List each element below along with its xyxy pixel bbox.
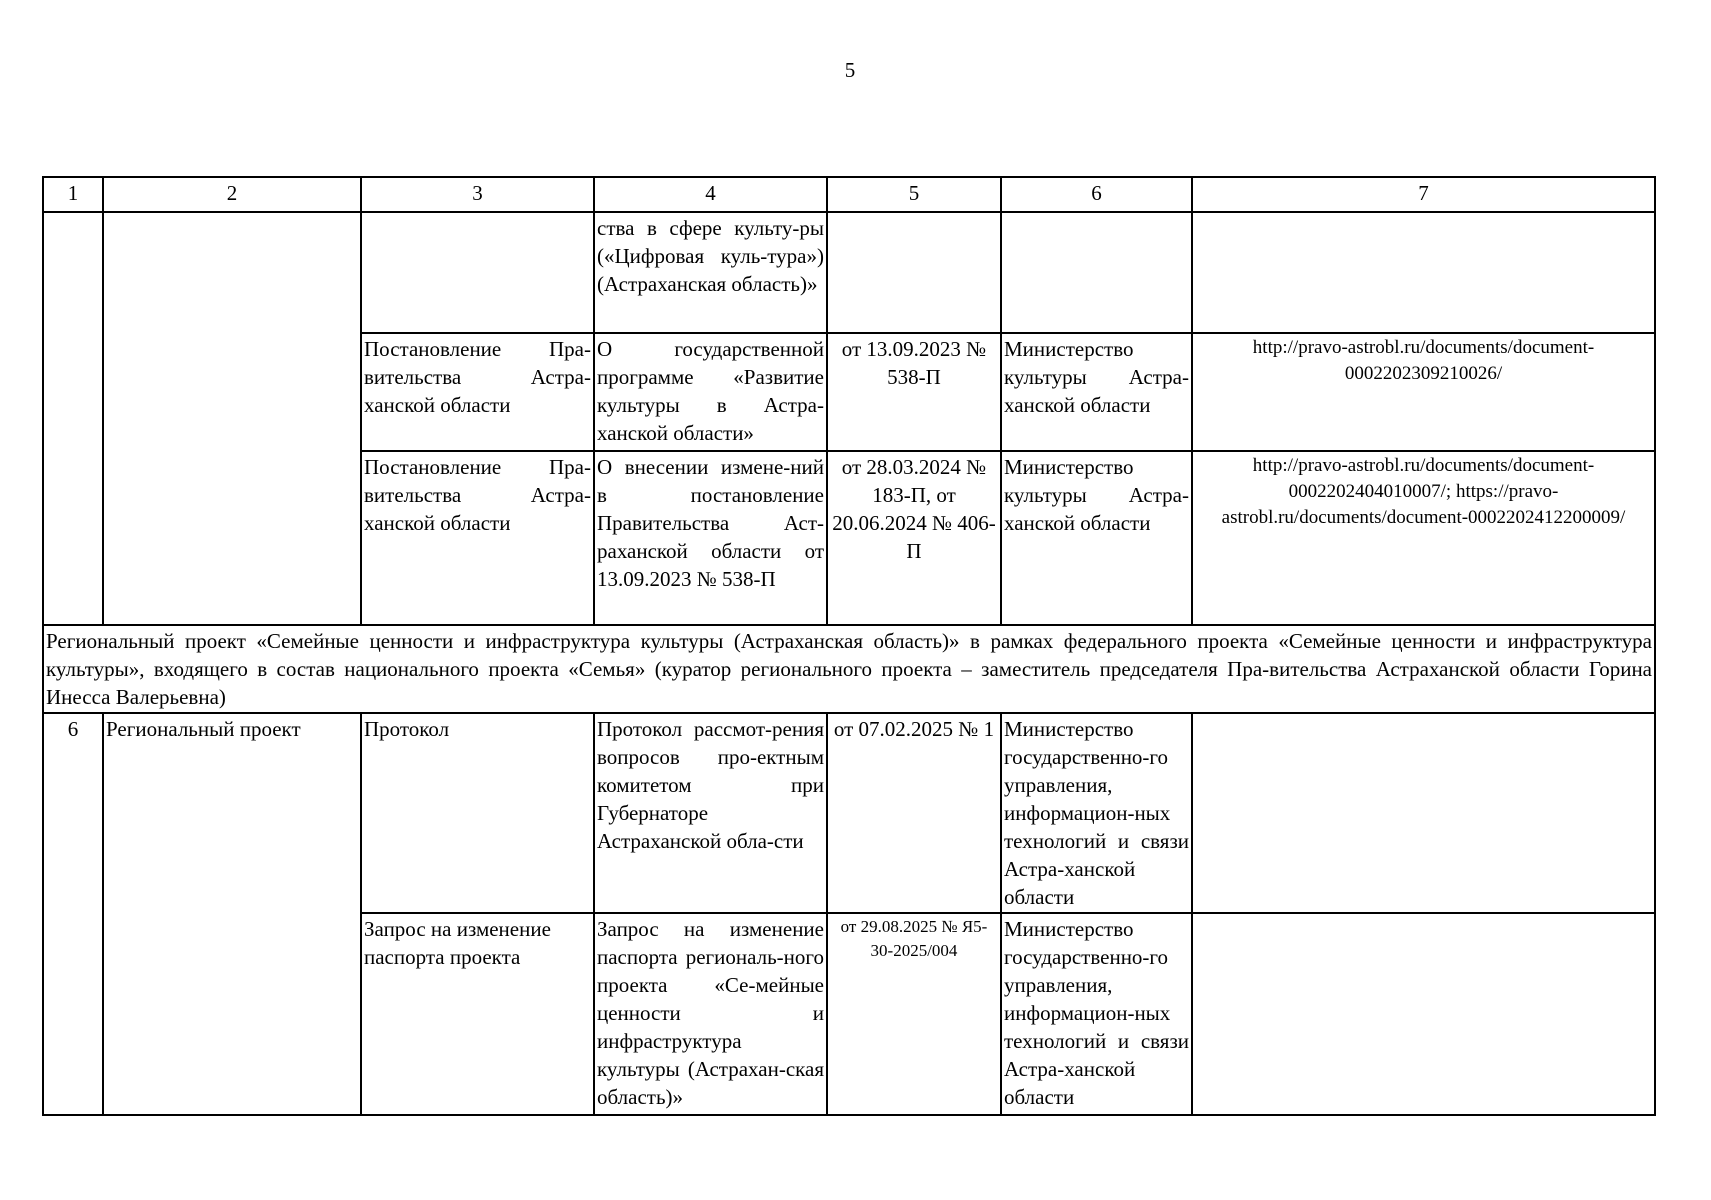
column-number: 7 [1192, 177, 1655, 212]
document-date-cell: от 28.03.2024 № 183-П, от 20.06.2024 № 406-П [827, 451, 1001, 625]
row-number-cell [43, 212, 103, 625]
document-title-cell: Протокол рассмот-рения вопросов про-ектным комитетом при Губернаторе Астраханской обла-сти [594, 713, 827, 913]
responsible-body-cell: Министерство государственно-го управления, информацион-ных технологий и связи Астра-ханской области [1001, 713, 1192, 913]
document-link-cell [1192, 713, 1655, 913]
column-number-row [43, 177, 1655, 212]
table-row [43, 713, 1655, 913]
section-title: Региональный проект «Семейные ценности и инфраструктура культуры (Астраханская область)» в рамках федерального проекта «Семейные ценности и инфраструктура культуры», входящего в состав национального проекта «Семья» (куратор регионального проекта – заместитель председателя Пра-вительства Астраханской области Горина Инесса Валерьевна) [43, 625, 1655, 713]
column-number: 6 [1001, 177, 1192, 212]
document-date-cell: от 07.02.2025 № 1 [827, 713, 1001, 913]
document-link[interactable]: http://pravo-astrobl.ru/documents/document-0002202404010007/; https://pravo-astrobl.ru/documents/document-0002202412200009/ [1192, 451, 1655, 625]
column-number: 5 [827, 177, 1001, 212]
section-title-row [43, 625, 1655, 713]
document-date-cell: от 29.08.2025 № Я5-30-2025/004 [827, 913, 1001, 1115]
project-name-cell [103, 212, 361, 625]
table-row [43, 212, 1655, 333]
document-title-cell: ства в сфере культу-ры («Цифровая куль-тура») (Астраханская область)» [594, 212, 827, 333]
document-title-cell: Запрос на изменение паспорта региональ-ного проекта «Се-мейные ценности и инфраструктура культуры (Астрахан-ская область)» [594, 913, 827, 1115]
page-number: 5 [844, 58, 856, 82]
document-link[interactable]: http://pravo-astrobl.ru/documents/document-0002202309210026/ [1192, 333, 1655, 451]
responsible-body-cell [1001, 212, 1192, 333]
registry-table [42, 176, 1656, 1116]
project-name-cell: Региональный проект [103, 713, 361, 1115]
document-type-cell [361, 212, 594, 333]
row-number-cell: 6 [43, 713, 103, 1115]
document-title-cell: О внесении измене-ний в постановление Правительства Аст-раханской области от 13.09.2023 № 538-П [594, 451, 827, 625]
document-date-cell: от 13.09.2023 № 538-П [827, 333, 1001, 451]
document-type-cell: Постановление Пра-вительства Астра-ханской области [361, 451, 594, 625]
column-number: 4 [594, 177, 827, 212]
document-type-cell: Протокол [361, 713, 594, 913]
document-link-cell [1192, 913, 1655, 1115]
document-type-cell: Запрос на изменение паспорта проекта [361, 913, 594, 1115]
column-number: 3 [361, 177, 594, 212]
responsible-body-cell: Министерство культуры Астра-ханской области [1001, 333, 1192, 451]
document-type-cell: Постановление Пра-вительства Астра-ханской области [361, 333, 594, 451]
document-link-cell [1192, 212, 1655, 333]
document-date-cell [827, 212, 1001, 333]
responsible-body-cell: Министерство культуры Астра-ханской области [1001, 451, 1192, 625]
responsible-body-cell: Министерство государственно-го управления, информацион-ных технологий и связи Астра-ханской области [1001, 913, 1192, 1115]
column-number: 2 [103, 177, 361, 212]
column-number: 1 [43, 177, 103, 212]
document-title-cell: О государственной программе «Развитие культуры в Астра-ханской области» [594, 333, 827, 451]
